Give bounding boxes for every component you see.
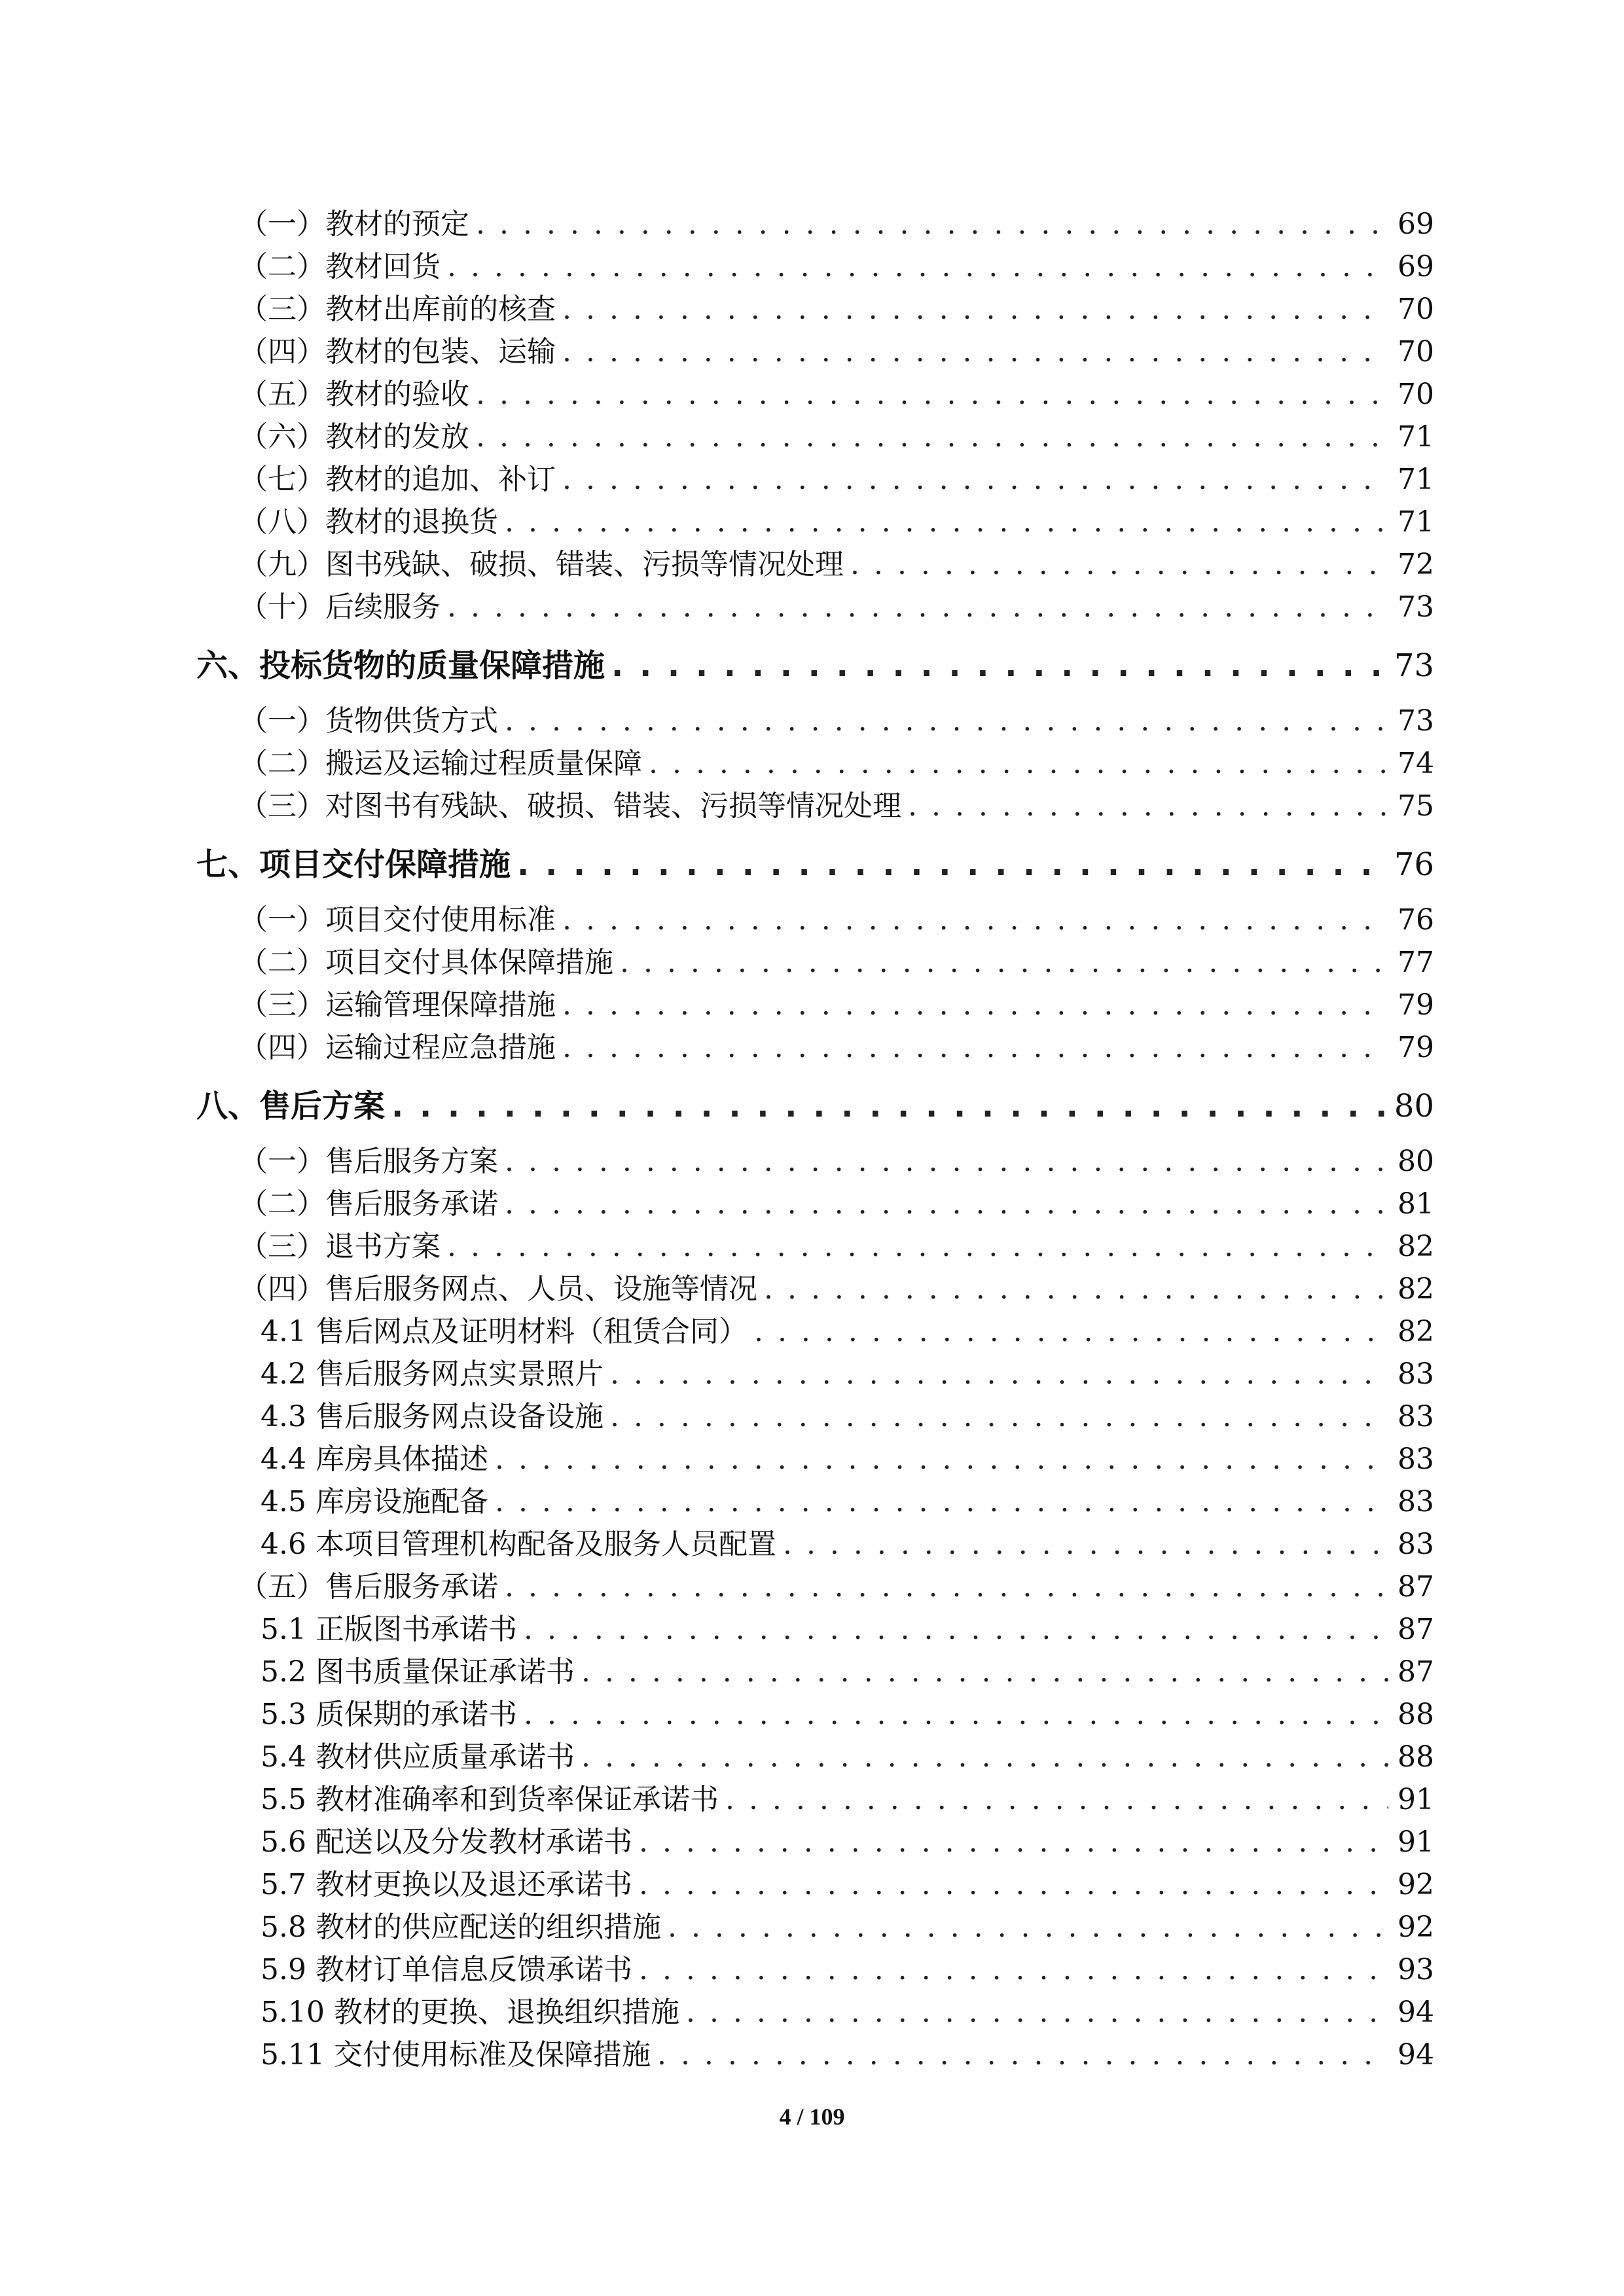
toc-entry[interactable] (261, 1818, 1434, 1860)
toc-entry-title: （一）教材的预定 (239, 207, 469, 241)
toc-entry-page: 79 (1398, 988, 1434, 1022)
toc-leader-dots (639, 1953, 1388, 1986)
toc-leader-dots (524, 1698, 1388, 1731)
toc-entry[interactable] (261, 1308, 1434, 1350)
toc-entry[interactable] (239, 456, 1434, 497)
toc-leader-dots (447, 250, 1388, 283)
toc-entry-page: 70 (1398, 378, 1434, 411)
toc-entry-page: 69 (1398, 250, 1434, 283)
toc-entry-page: 74 (1398, 747, 1434, 780)
toc-entry-title: 5.4 教材供应质量承诺书 (261, 1740, 575, 1774)
toc-entry[interactable] (239, 413, 1434, 455)
toc-entry-page: 71 (1398, 505, 1434, 539)
toc-entry[interactable] (261, 2031, 1434, 2073)
toc-entry[interactable] (261, 1903, 1434, 1945)
toc-entry-page: 87 (1398, 1570, 1434, 1604)
toc-entry[interactable] (239, 697, 1434, 739)
toc-entry-title: 5.11 交付使用标准及保障措施 (261, 2038, 651, 2072)
toc-entry[interactable] (261, 1478, 1434, 1520)
toc-entry-title: 5.3 质保期的承诺书 (261, 1698, 517, 1731)
toc-leader-dots (562, 988, 1388, 1022)
toc-entry[interactable] (239, 1180, 1434, 1222)
toc-entry-title: （三）退书方案 (239, 1230, 441, 1263)
toc-entry[interactable] (239, 328, 1434, 370)
toc-entry[interactable] (239, 1223, 1434, 1265)
toc-leader-dots (850, 548, 1388, 581)
toc-entry-title: （一）货物供货方式 (239, 704, 498, 738)
toc-entry[interactable] (261, 1988, 1434, 2030)
toc-leader-dots (668, 1910, 1388, 1944)
toc-entry-page: 82 (1398, 1230, 1434, 1263)
toc-entry-title: 4.5 库房设施配备 (261, 1485, 488, 1518)
toc-entry[interactable] (239, 939, 1434, 980)
toc-entry[interactable] (239, 243, 1434, 285)
toc-leader-dots (562, 903, 1388, 937)
toc-entry-page: 80 (1394, 1088, 1434, 1124)
toc-entry[interactable] (261, 1733, 1434, 1775)
toc-leader-dots (524, 1613, 1388, 1646)
toc-entry-page: 94 (1398, 2038, 1434, 2072)
toc-leader-dots (649, 747, 1388, 780)
toc-entry-title: 4.1 售后网点及证明材料（租赁合同） (261, 1315, 748, 1348)
toc-entry[interactable] (196, 839, 1434, 884)
toc-entry-title: 六、投标货物的质量保障措施 (196, 647, 605, 684)
toc-leader-dots (581, 1655, 1388, 1689)
toc-entry-title: （四）教材的包装、运输 (239, 335, 556, 368)
toc-entry-page: 71 (1398, 420, 1434, 454)
toc-entry[interactable] (239, 1138, 1434, 1179)
toc-leader-dots (783, 1528, 1388, 1561)
toc-leader-dots (581, 1740, 1388, 1774)
toc-entry[interactable] (261, 1393, 1434, 1435)
toc-leader-dots (639, 1825, 1388, 1859)
toc-entry[interactable] (196, 1081, 1434, 1126)
toc-entry-page: 73 (1394, 647, 1434, 684)
toc-entry-title: （五）售后服务承诺 (239, 1570, 498, 1604)
toc-leader-dots (495, 1443, 1388, 1476)
toc-entry-page: 93 (1398, 1953, 1434, 1986)
toc-entry-page: 91 (1398, 1825, 1434, 1859)
toc-entry-page: 79 (1398, 1031, 1434, 1064)
toc-entry-page: 88 (1398, 1740, 1434, 1774)
toc-entry-title: （三）教材出库前的核查 (239, 293, 556, 326)
toc-leader-dots (764, 1272, 1388, 1306)
toc-entry[interactable] (196, 640, 1434, 685)
toc-entry-title: （四）运输过程应急措施 (239, 1031, 556, 1064)
toc-entry-title: （一）售后服务方案 (239, 1145, 498, 1178)
toc-entry-page: 87 (1398, 1655, 1434, 1689)
toc-entry-page: 92 (1398, 1910, 1434, 1944)
toc-leader-dots (505, 505, 1388, 539)
toc-entry-title: 5.5 教材准确率和到货率保证承诺书 (261, 1783, 719, 1816)
toc-entry[interactable] (239, 1563, 1434, 1605)
page-number-footer: 4 / 109 (779, 2104, 845, 2130)
toc-entry-page: 70 (1398, 335, 1434, 368)
toc-leader-dots (505, 1145, 1388, 1178)
toc-entry-page: 94 (1398, 1996, 1434, 2029)
toc-entry[interactable] (239, 498, 1434, 540)
toc-entry[interactable] (261, 1350, 1434, 1392)
toc-leader-dots (610, 1357, 1388, 1391)
toc-leader-dots (447, 1230, 1388, 1263)
toc-entry[interactable] (239, 285, 1434, 327)
toc-entry-title: （二）项目交付具体保障措施 (239, 946, 613, 979)
toc-leader-dots (754, 1315, 1388, 1348)
toc-entry[interactable] (239, 981, 1434, 1023)
toc-entry-title: （十）后续服务 (239, 590, 441, 624)
toc-entry-page: 70 (1398, 293, 1434, 326)
toc-entry-title: （二）搬运及运输过程质量保障 (239, 747, 642, 780)
toc-leader-dots (562, 463, 1388, 496)
toc-leader-dots (620, 946, 1388, 979)
toc-entry[interactable] (261, 1520, 1434, 1562)
toc-entry[interactable] (239, 740, 1434, 781)
toc-entry-page: 80 (1398, 1145, 1434, 1178)
toc-entry-title: （九）图书残缺、破损、错装、污损等情况处理 (239, 548, 844, 581)
toc-entry-page: 88 (1398, 1698, 1434, 1731)
toc-entry-title: 5.7 教材更换以及退还承诺书 (261, 1868, 632, 1901)
toc-entry-page: 91 (1398, 1783, 1434, 1816)
toc-entry-title: （六）教材的发放 (239, 420, 469, 454)
toc-entry[interactable] (239, 782, 1434, 824)
toc-entry-title: （一）项目交付使用标准 (239, 903, 556, 937)
toc-leader-dots (686, 1996, 1388, 2029)
toc-entry-page: 83 (1398, 1357, 1434, 1391)
toc-leader-dots (505, 704, 1388, 738)
toc-entry-title: （二）售后服务承诺 (239, 1187, 498, 1221)
toc-leader-dots (562, 293, 1388, 326)
toc-entry-title: （三）对图书有残缺、破损、错装、污损等情况处理 (239, 789, 901, 823)
toc-entry-page: 81 (1398, 1187, 1434, 1221)
toc-entry-page: 77 (1398, 946, 1434, 979)
toc-leader-dots (657, 2038, 1388, 2072)
toc-entry[interactable] (239, 370, 1434, 412)
toc-entry-page: 72 (1398, 548, 1434, 581)
toc-entry[interactable] (239, 896, 1434, 938)
toc-entry[interactable] (261, 1648, 1434, 1690)
toc-entry-title: （七）教材的追加、补订 (239, 463, 556, 496)
toc-entry-page: 83 (1398, 1485, 1434, 1518)
toc-entry[interactable] (239, 583, 1434, 625)
toc-entry[interactable] (239, 1024, 1434, 1066)
toc-entry[interactable] (261, 1776, 1434, 1818)
toc-entry-title: 八、售后方案 (196, 1088, 386, 1124)
toc-leader-dots (610, 1400, 1388, 1433)
toc-entry-title: 5.9 教材订单信息反馈承诺书 (261, 1953, 632, 1986)
toc-entry-page: 73 (1398, 590, 1434, 624)
toc-entry-title: 5.10 教材的更换、退换组织措施 (261, 1996, 679, 2029)
toc-leader-dots (391, 1088, 1385, 1124)
toc-leader-dots (725, 1783, 1388, 1816)
toc-entry[interactable] (239, 541, 1434, 583)
toc-entry-title: 5.8 教材的供应配送的组织措施 (261, 1910, 661, 1944)
toc-entry-title: 七、项目交付保障措施 (196, 846, 511, 883)
toc-entry-page: 82 (1398, 1315, 1434, 1348)
toc-entry-page: 73 (1398, 704, 1434, 738)
toc-leader-dots (562, 335, 1388, 368)
toc-entry-title: 4.4 库房具体描述 (261, 1443, 488, 1476)
toc-leader-dots (476, 207, 1388, 241)
toc-entry-title: （三）运输管理保障措施 (239, 988, 556, 1022)
toc-entry[interactable] (239, 1265, 1434, 1307)
toc-entry[interactable] (261, 1605, 1434, 1647)
toc-entry-page: 83 (1398, 1443, 1434, 1476)
toc-leader-dots (476, 420, 1388, 454)
toc-leader-dots (505, 1570, 1388, 1604)
toc-entry-page: 71 (1398, 463, 1434, 496)
toc-entry-title: （二）教材回货 (239, 250, 441, 283)
toc-leader-dots (639, 1868, 1388, 1901)
toc-entry[interactable] (261, 1691, 1434, 1732)
toc-entry-page: 92 (1398, 1868, 1434, 1901)
toc-entry[interactable] (261, 1946, 1434, 1988)
toc-entry-page: 76 (1398, 903, 1434, 937)
toc-leader-dots (447, 590, 1388, 624)
toc-entry[interactable] (261, 1435, 1434, 1477)
toc-entry-title: 4.6 本项目管理机构配备及服务人员配置 (261, 1528, 776, 1561)
toc-entry-title: （八）教材的退换货 (239, 505, 498, 539)
toc-leader-dots (611, 647, 1385, 684)
toc-entry[interactable] (261, 1861, 1434, 1903)
toc-leader-dots (517, 846, 1385, 883)
toc-entry-page: 82 (1398, 1272, 1434, 1306)
toc-entry-title: 5.6 配送以及分发教材承诺书 (261, 1825, 632, 1859)
toc-entry-title: 5.2 图书质量保证承诺书 (261, 1655, 575, 1689)
toc-entry-page: 87 (1398, 1613, 1434, 1646)
toc-leader-dots (505, 1187, 1388, 1221)
toc-entry-page: 76 (1394, 846, 1434, 883)
toc-entry-title: 4.3 售后服务网点设备设施 (261, 1400, 604, 1433)
toc-leader-dots (495, 1485, 1388, 1518)
toc-entry-page: 83 (1398, 1400, 1434, 1433)
toc-entry-title: 5.1 正版图书承诺书 (261, 1613, 517, 1646)
toc-entry[interactable] (239, 200, 1434, 242)
toc-leader-dots (908, 789, 1388, 823)
toc-leader-dots (562, 1031, 1388, 1064)
toc-entry-title: 4.2 售后服务网点实景照片 (261, 1357, 604, 1391)
toc-entry-page: 83 (1398, 1528, 1434, 1561)
toc-leader-dots (476, 378, 1388, 411)
toc-entry-title: （四）售后服务网点、人员、设施等情况 (239, 1272, 757, 1306)
toc-entry-page: 69 (1398, 207, 1434, 241)
toc-entry-page: 75 (1398, 789, 1434, 823)
toc-entry-title: （五）教材的验收 (239, 378, 469, 411)
